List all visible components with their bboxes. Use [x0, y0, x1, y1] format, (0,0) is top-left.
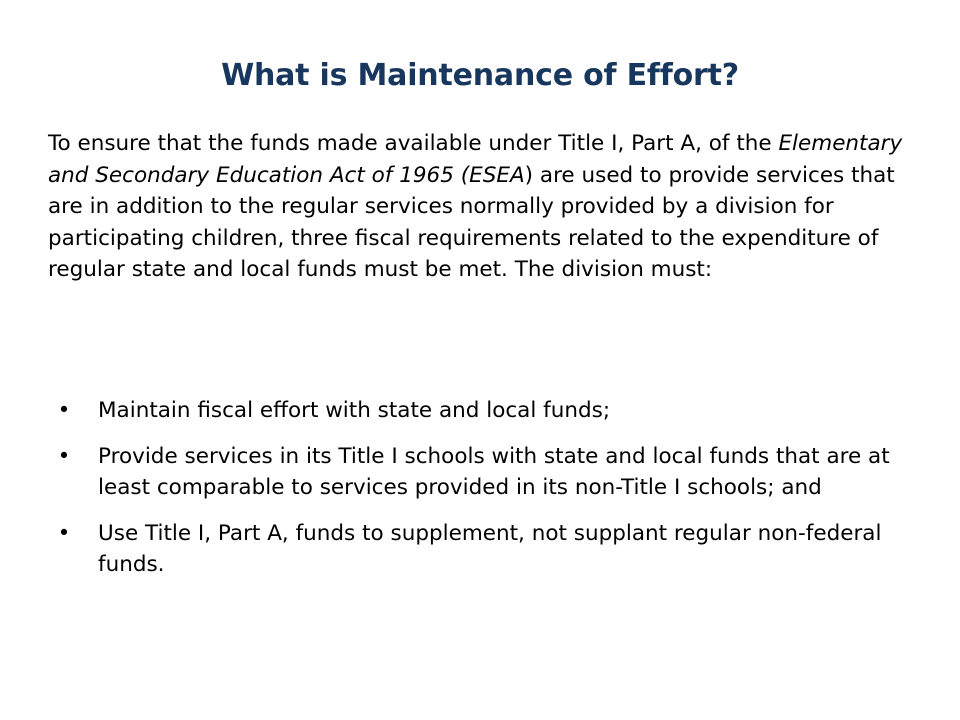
list-item-text: Provide services in its Title I schools with state and local funds that are at least comparable to services provided in its non-Title I schools; and — [98, 443, 890, 501]
intro-paragraph — [48, 128, 910, 286]
intro-act-name: Elementary and Secondary Education Act of 1965 (ESEA — [48, 131, 903, 188]
slide-title: What is Maintenance of Effort? — [221, 58, 739, 93]
intro-text-end: ) are used to provide services that are in addition to the regular services normally provided by a division for participating children, three fiscal requirements related to the expenditure of regular state and local funds must be met. The division must: — [48, 162, 895, 283]
intro-text-start: To ensure that the funds made available under Title I, Part A, of the — [48, 131, 779, 156]
list-item — [48, 395, 910, 427]
list-item-text: Maintain fiscal effort with state and local funds; — [98, 398, 611, 423]
list-item-text: Use Title I, Part A, funds to supplement, not supplant regular non-federal funds. — [98, 520, 882, 578]
requirements-list — [48, 395, 910, 595]
bullet-icon: • — [57, 398, 71, 423]
list-item — [48, 518, 910, 581]
bullet-icon: • — [57, 443, 71, 469]
bullet-icon: • — [57, 520, 71, 546]
list-item — [48, 441, 910, 504]
